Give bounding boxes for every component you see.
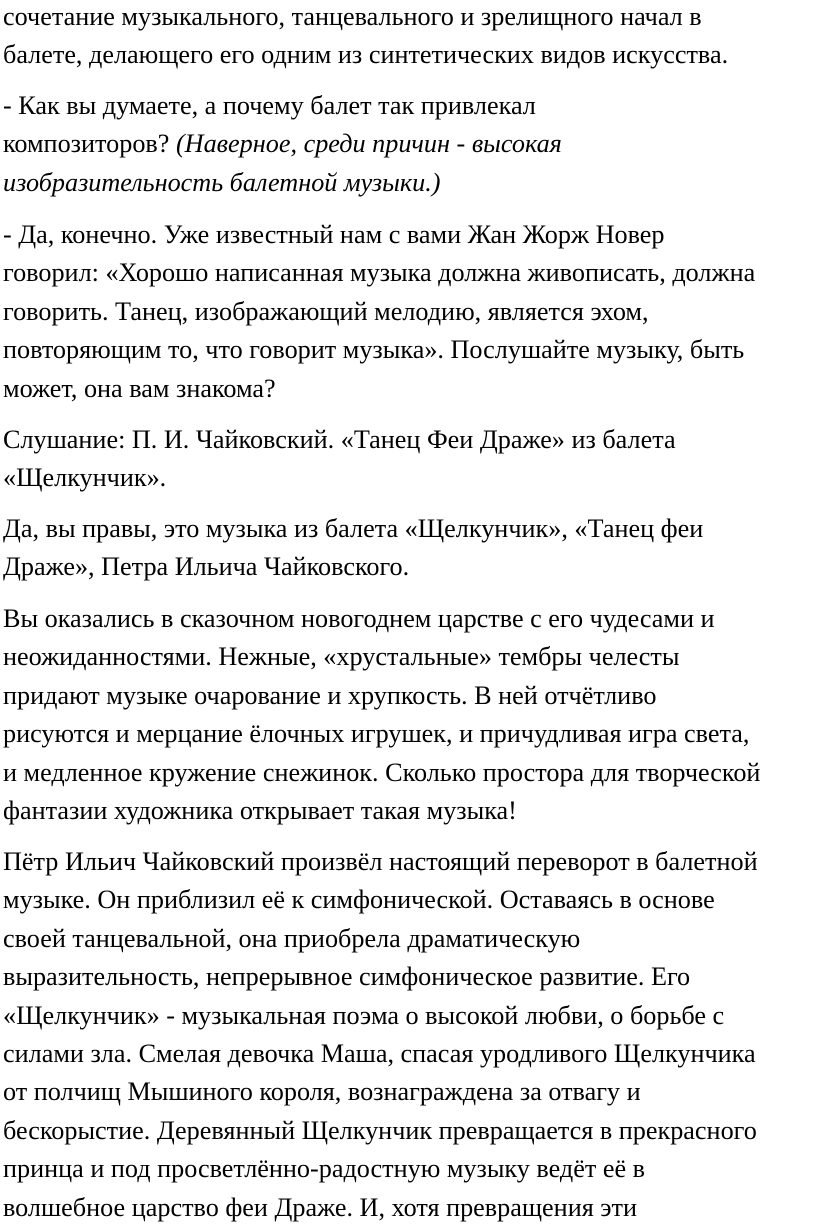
text-line: - Да, конечно. Уже известный нам с вами Жан Жорж Новер bbox=[3, 220, 665, 249]
text-line: говорил: «Хорошо написанная музыка должна живописать, должна bbox=[3, 258, 756, 288]
text-line: неожиданностями. Нежные, «хрустальные» тембры челесты bbox=[3, 642, 680, 672]
text-line: выразительность, непрерывное симфоническое развитие. Его bbox=[3, 962, 691, 992]
paragraph-tchaikovsky bbox=[3, 843, 758, 1227]
text-line: - Как вы думаете, а почему балет так привлекал bbox=[3, 91, 536, 120]
paragraph-listening bbox=[3, 421, 676, 498]
text-line: Вы оказались в сказочном новогоднем царстве с его чудесами и bbox=[3, 604, 715, 633]
text-line: повторяющим то, что говорит музыка». Послушайте музыку, быть bbox=[3, 335, 745, 365]
text-line bbox=[3, 125, 562, 163]
answer-text-italic: изобразительность балетной музыки.) bbox=[3, 167, 441, 197]
text-line: своей танцевальной, она приобрела драматическую bbox=[3, 923, 581, 953]
text-line: принца и под просветлённо-радостную музыку ведёт её в bbox=[3, 1154, 646, 1184]
text-line: музыке. Он приблизил её к симфонической. Оставаясь в основе bbox=[3, 885, 715, 915]
text-line: может, она вам знакома? bbox=[3, 373, 276, 403]
question-text: композиторов? bbox=[3, 129, 176, 159]
text-line: фантазии художника открывает такая музыка! bbox=[3, 796, 517, 826]
paragraph-nover-quote bbox=[3, 216, 755, 408]
text-line: придают музыке очарование и хрупкость. В ней отчётливо bbox=[3, 680, 657, 710]
paragraph-confirmation bbox=[3, 510, 703, 587]
text-line: от полчищ Мышиного короля, вознаграждена за отвагу и bbox=[3, 1077, 641, 1107]
answer-text-italic: (Наверное, среди причин - высокая bbox=[175, 129, 562, 159]
text-line: балете, делающего его одним из синтетических видов искусства. bbox=[3, 40, 729, 70]
paragraph-fairy-kingdom bbox=[3, 600, 760, 830]
text-line: Драже», Петра Ильича Чайковского. bbox=[3, 552, 410, 582]
paragraph-question-composers bbox=[3, 87, 562, 202]
paragraph-intro bbox=[3, 0, 728, 75]
text-line: Пётр Ильич Чайковский произвёл настоящий переворот в балетной bbox=[3, 847, 758, 876]
text-line: волшебное царство феи Драже. И, хотя превращения эти bbox=[3, 1192, 637, 1222]
text-line: бескорыстие. Деревянный Щелкунчик превращается в прекрасного bbox=[3, 1115, 757, 1145]
text-line: говорить. Танец, изображающий мелодию, является эхом, bbox=[3, 296, 649, 326]
text-line: рисуются и мерцание ёлочных игрушек, и причудливая игра света, bbox=[3, 719, 750, 749]
text-line: и медленное кружение снежинок. Сколько простора для творческой bbox=[3, 757, 761, 787]
text-line: силами зла. Смелая девочка Маша, спасая уродливого Щелкунчика bbox=[3, 1039, 756, 1069]
text-line: «Щелкунчик» - музыкальная поэма о высокой любви, о борьбе с bbox=[3, 1000, 725, 1030]
text-line: Слушание: П. И. Чайковский. «Танец Феи Драже» из балета bbox=[3, 425, 676, 454]
text-line: «Щелкунчик». bbox=[3, 463, 167, 493]
text-line: Да, вы правы, это музыка из балета «Щелкунчик», «Танец феи bbox=[3, 514, 704, 543]
text-line: сочетание музыкального, танцевального и зрелищного начал в bbox=[3, 2, 702, 31]
